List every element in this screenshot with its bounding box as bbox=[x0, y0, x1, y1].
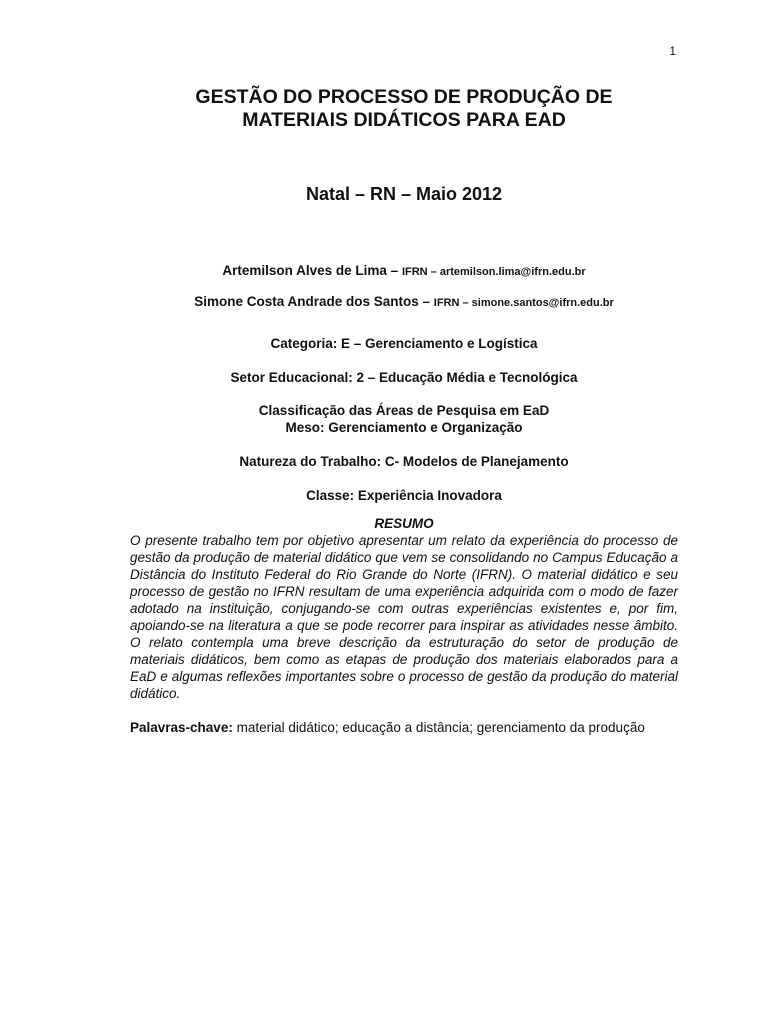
paper-title bbox=[130, 86, 678, 132]
categoria: Categoria: E – Gerenciamento e Logística bbox=[270, 336, 538, 351]
author-1-affiliation: IFRN – artemilson.lima@ifrn.edu.br bbox=[401, 266, 586, 278]
classificacao-line-2: Meso: Gerenciamento e Organização bbox=[285, 420, 523, 435]
author-2-name: Simone Costa Andrade dos Santos – bbox=[194, 294, 430, 309]
keywords bbox=[130, 719, 678, 736]
natureza-do-trabalho: Natureza do Trabalho: C- Modelos de Planejamento bbox=[239, 454, 569, 469]
author-1 bbox=[130, 263, 678, 278]
author-2-affiliation: IFRN – simone.santos@ifrn.edu.br bbox=[433, 297, 614, 309]
author-2 bbox=[130, 294, 678, 309]
author-1-name: Artemilson Alves de Lima – bbox=[222, 263, 399, 278]
title-line-2: MATERIAIS DIDÁTICOS PARA EAD bbox=[242, 109, 566, 131]
classificacao bbox=[130, 402, 678, 436]
resumo-text: O presente trabalho tem por objetivo apresentar um relato da experiência do processo de gestão da produção de material didático que vem se consolidando no Campus Educação a Distância do Instituto Federal do Rio Grande do Norte (IFRN). O material didático e seu processo de gestão no IFRN resultam de uma experiência adquirida com o modo de fazer adotado na instituição, conjugando-se com outras experiências existentes e, por fim, apoiando-se na literatura a que se pode recorrer para inspirar as atividades nesse âmbito. O relato contempla uma breve descrição da estruturação do setor de produção de materiais didáticos, bem como as etapas de produção dos materiais elaborados para a EaD e algumas reflexões importantes sobre o processo de gestão da produção do material didático. bbox=[130, 533, 678, 701]
page-number: 1 bbox=[669, 44, 676, 58]
document-body bbox=[130, 86, 678, 736]
location-date: Natal – RN – Maio 2012 bbox=[305, 184, 503, 204]
classe: Classe: Experiência Inovadora bbox=[306, 488, 502, 503]
setor-educacional: Setor Educacional: 2 – Educação Média e Tecnológica bbox=[230, 370, 578, 385]
resumo-heading: RESUMO bbox=[374, 516, 434, 531]
keywords-text: material didático; educação a distância; gerenciamento da produção bbox=[232, 720, 645, 735]
classificacao-line-1: Classificação das Áreas de Pesquisa em EaD bbox=[258, 403, 550, 418]
title-line-1: GESTÃO DO PROCESSO DE PRODUÇÃO DE bbox=[195, 86, 613, 108]
keywords-label: Palavras-chave: bbox=[130, 720, 233, 735]
